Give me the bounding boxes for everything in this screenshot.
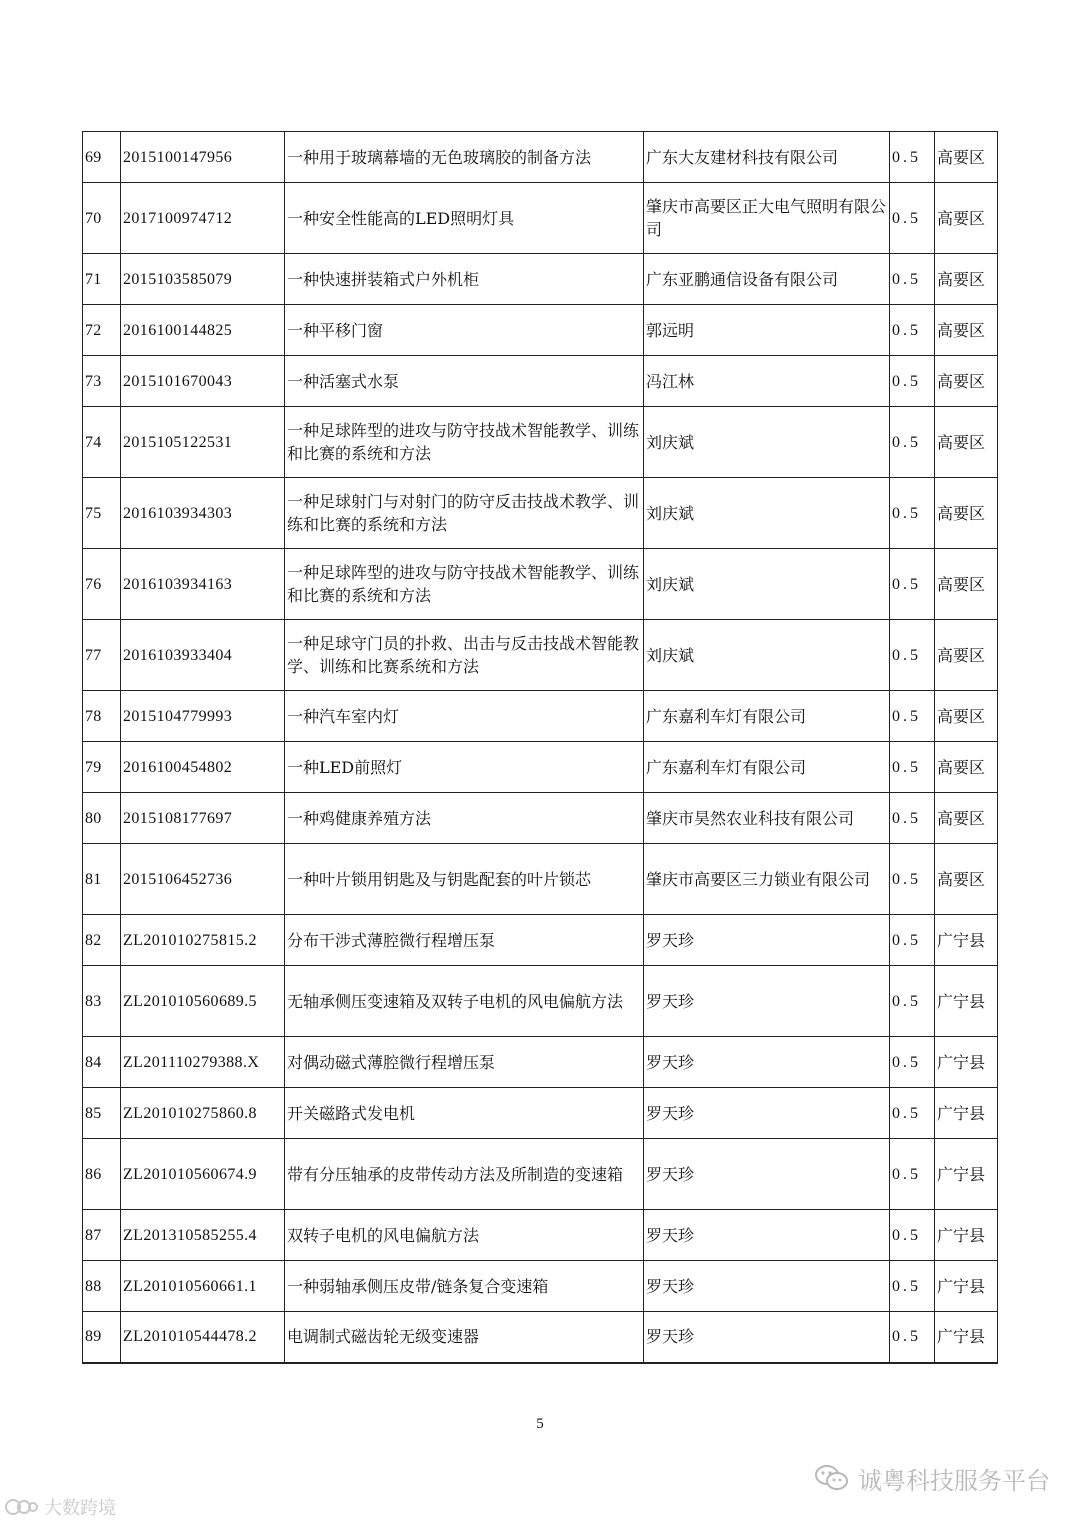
patent-name-cell: 一种用于玻璃幕墙的无色玻璃胶的制备方法 (285, 132, 644, 183)
subsidy-amount-cell: 0.5 (890, 1312, 935, 1363)
table-row (83, 132, 998, 183)
patent-holder-cell: 罗天珍 (644, 915, 890, 966)
patent-number-cell: 2017100974712 (121, 183, 285, 254)
patent-number-cell: 2015108177697 (121, 793, 285, 844)
patent-name-cell: 一种活塞式水泵 (285, 356, 644, 407)
patent-number-cell: 2015101670043 (121, 356, 285, 407)
subsidy-amount-cell: 0.5 (890, 305, 935, 356)
patent-table-body (83, 132, 998, 1363)
region-cell: 高要区 (935, 742, 998, 793)
table-row (83, 478, 998, 549)
region-cell: 高要区 (935, 691, 998, 742)
patent-number-cell: 2016103933404 (121, 620, 285, 691)
subsidy-amount-cell: 0.5 (890, 1088, 935, 1139)
region-cell: 高要区 (935, 549, 998, 620)
patent-number-cell: 2015103585079 (121, 254, 285, 305)
patent-number-cell: ZL201010275815.2 (121, 915, 285, 966)
region-cell: 广宁县 (935, 966, 998, 1037)
row-number-cell: 78 (83, 691, 121, 742)
watermark-wechat (814, 1458, 1050, 1498)
patent-number-cell: ZL201310585255.4 (121, 1210, 285, 1261)
row-number-cell: 85 (83, 1088, 121, 1139)
patent-number-cell: 2016103934163 (121, 549, 285, 620)
subsidy-amount-cell: 0.5 (890, 1261, 935, 1312)
region-cell: 高要区 (935, 844, 998, 915)
subsidy-amount-cell: 0.5 (890, 691, 935, 742)
table-row (83, 254, 998, 305)
patent-number-cell: 2015105122531 (121, 407, 285, 478)
patent-number-cell: ZL201010544478.2 (121, 1312, 285, 1363)
patent-name-cell: 对偶动磁式薄腔微行程增压泵 (285, 1037, 644, 1088)
table-row (83, 183, 998, 254)
region-cell: 广宁县 (935, 1210, 998, 1261)
table-row (83, 305, 998, 356)
table-row (83, 1037, 998, 1088)
patent-name-cell: 带有分压轴承的皮带传动方法及所制造的变速箱 (285, 1139, 644, 1210)
row-number-cell: 73 (83, 356, 121, 407)
table-row (83, 549, 998, 620)
subsidy-amount-cell: 0.5 (890, 254, 935, 305)
row-number-cell: 82 (83, 915, 121, 966)
patent-name-cell: 一种足球阵型的进攻与防守技战术智能教学、训练和比赛的系统和方法 (285, 549, 644, 620)
wechat-icon (814, 1463, 850, 1493)
patent-holder-cell: 刘庆斌 (644, 620, 890, 691)
region-cell: 高要区 (935, 254, 998, 305)
row-number-cell: 84 (83, 1037, 121, 1088)
patent-name-cell: 电调制式磁齿轮无级变速器 (285, 1312, 644, 1363)
patent-name-cell: 一种安全性能高的LED照明灯具 (285, 183, 644, 254)
patent-holder-cell: 刘庆斌 (644, 407, 890, 478)
table-row (83, 691, 998, 742)
table-row (83, 1261, 998, 1312)
patent-holder-cell: 广东嘉利车灯有限公司 (644, 742, 890, 793)
patent-number-cell: ZL201110279388.X (121, 1037, 285, 1088)
row-number-cell: 76 (83, 549, 121, 620)
patent-name-cell: 双转子电机的风电偏航方法 (285, 1210, 644, 1261)
patent-name-cell: 一种足球射门与对射门的防守反击技战术教学、训练和比赛的系统和方法 (285, 478, 644, 549)
subsidy-amount-cell: 0.5 (890, 132, 935, 183)
subsidy-amount-cell: 0.5 (890, 966, 935, 1037)
patent-number-cell: 2015106452736 (121, 844, 285, 915)
region-cell: 广宁县 (935, 1088, 998, 1139)
row-number-cell: 74 (83, 407, 121, 478)
subsidy-amount-cell: 0.5 (890, 356, 935, 407)
patent-holder-cell: 广东大友建材科技有限公司 (644, 132, 890, 183)
patent-number-cell: 2016100454802 (121, 742, 285, 793)
patent-name-cell: 一种足球阵型的进攻与防守技战术智能教学、训练和比赛的系统和方法 (285, 407, 644, 478)
subsidy-amount-cell: 0.5 (890, 742, 935, 793)
patent-holder-cell: 刘庆斌 (644, 549, 890, 620)
row-number-cell: 81 (83, 844, 121, 915)
patent-name-cell: 无轴承侧压变速箱及双转子电机的风电偏航方法 (285, 966, 644, 1037)
table-row (83, 356, 998, 407)
watermark-brand (4, 1490, 116, 1524)
table-row (83, 915, 998, 966)
patent-number-cell: ZL201010275860.8 (121, 1088, 285, 1139)
subsidy-amount-cell: 0.5 (890, 1037, 935, 1088)
table-row (83, 620, 998, 691)
subsidy-amount-cell: 0.5 (890, 549, 935, 620)
subsidy-amount-cell: 0.5 (890, 1139, 935, 1210)
patent-holder-cell: 肇庆市昊然农业科技有限公司 (644, 793, 890, 844)
row-number-cell: 77 (83, 620, 121, 691)
watermark-text-right: 诚粤科技服务平台 (858, 1466, 1050, 1495)
region-cell: 高要区 (935, 407, 998, 478)
row-number-cell: 83 (83, 966, 121, 1037)
row-number-cell: 80 (83, 793, 121, 844)
region-cell: 高要区 (935, 356, 998, 407)
brand-logo-icon (4, 1495, 38, 1519)
row-number-cell: 86 (83, 1139, 121, 1210)
row-number-cell: 87 (83, 1210, 121, 1261)
patent-holder-cell: 广东亚鹏通信设备有限公司 (644, 254, 890, 305)
table-row (83, 407, 998, 478)
patent-name-cell: 开关磁路式发电机 (285, 1088, 644, 1139)
patent-name-cell: 一种汽车室内灯 (285, 691, 644, 742)
subsidy-amount-cell: 0.5 (890, 183, 935, 254)
subsidy-amount-cell: 0.5 (890, 478, 935, 549)
table-row (83, 793, 998, 844)
subsidy-amount-cell: 0.5 (890, 793, 935, 844)
table-row (83, 844, 998, 915)
patent-holder-cell: 冯江林 (644, 356, 890, 407)
page-number: 5 (536, 1416, 544, 1432)
patent-number-cell: 2016103934303 (121, 478, 285, 549)
table-row (83, 1312, 998, 1363)
region-cell: 高要区 (935, 478, 998, 549)
row-number-cell: 70 (83, 183, 121, 254)
patent-name-cell: 一种快速拼装箱式户外机柜 (285, 254, 644, 305)
region-cell: 广宁县 (935, 1261, 998, 1312)
patent-holder-cell: 刘庆斌 (644, 478, 890, 549)
region-cell: 广宁县 (935, 1312, 998, 1363)
row-number-cell: 69 (83, 132, 121, 183)
patent-name-cell: 一种足球守门员的扑救、出击与反击技战术智能教学、训练和比赛系统和方法 (285, 620, 644, 691)
region-cell: 高要区 (935, 793, 998, 844)
region-cell: 高要区 (935, 132, 998, 183)
table-row (83, 1088, 998, 1139)
table-row (83, 742, 998, 793)
region-cell: 广宁县 (935, 1037, 998, 1088)
table-row (83, 966, 998, 1037)
patent-holder-cell: 肇庆市高要区正大电气照明有限公司 (644, 183, 890, 254)
row-number-cell: 79 (83, 742, 121, 793)
patent-number-cell: 2016100144825 (121, 305, 285, 356)
patent-holder-cell: 罗天珍 (644, 1139, 890, 1210)
patent-number-cell: 2015100147956 (121, 132, 285, 183)
patent-name-cell: 一种叶片锁用钥匙及与钥匙配套的叶片锁芯 (285, 844, 644, 915)
subsidy-amount-cell: 0.5 (890, 915, 935, 966)
row-number-cell: 88 (83, 1261, 121, 1312)
patent-holder-cell: 罗天珍 (644, 1037, 890, 1088)
patent-number-cell: ZL201010560661.1 (121, 1261, 285, 1312)
patent-number-cell: ZL201010560674.9 (121, 1139, 285, 1210)
patent-name-cell: 分布干涉式薄腔微行程增压泵 (285, 915, 644, 966)
subsidy-amount-cell: 0.5 (890, 620, 935, 691)
patent-number-cell: ZL201010560689.5 (121, 966, 285, 1037)
region-cell: 广宁县 (935, 915, 998, 966)
watermark-text-left: 大数跨境 (44, 1498, 116, 1519)
subsidy-amount-cell: 0.5 (890, 1210, 935, 1261)
region-cell: 高要区 (935, 620, 998, 691)
patent-holder-cell: 罗天珍 (644, 1312, 890, 1363)
region-cell: 广宁县 (935, 1139, 998, 1210)
patent-name-cell: 一种鸡健康养殖方法 (285, 793, 644, 844)
row-number-cell: 71 (83, 254, 121, 305)
patent-holder-cell: 广东嘉利车灯有限公司 (644, 691, 890, 742)
row-number-cell: 75 (83, 478, 121, 549)
patent-number-cell: 2015104779993 (121, 691, 285, 742)
region-cell: 高要区 (935, 183, 998, 254)
patent-name-cell: 一种平移门窗 (285, 305, 644, 356)
patent-name-cell: 一种弱轴承侧压皮带/链条复合变速箱 (285, 1261, 644, 1312)
patent-table (82, 131, 998, 1364)
row-number-cell: 89 (83, 1312, 121, 1363)
table-row (83, 1210, 998, 1261)
patent-holder-cell: 肇庆市高要区三力锁业有限公司 (644, 844, 890, 915)
subsidy-amount-cell: 0.5 (890, 407, 935, 478)
patent-holder-cell: 罗天珍 (644, 966, 890, 1037)
table-row (83, 1139, 998, 1210)
patent-name-cell: 一种LED前照灯 (285, 742, 644, 793)
row-number-cell: 72 (83, 305, 121, 356)
patent-holder-cell: 罗天珍 (644, 1210, 890, 1261)
patent-holder-cell: 罗天珍 (644, 1261, 890, 1312)
patent-holder-cell: 罗天珍 (644, 1088, 890, 1139)
region-cell: 高要区 (935, 305, 998, 356)
patent-holder-cell: 郭远明 (644, 305, 890, 356)
subsidy-amount-cell: 0.5 (890, 844, 935, 915)
